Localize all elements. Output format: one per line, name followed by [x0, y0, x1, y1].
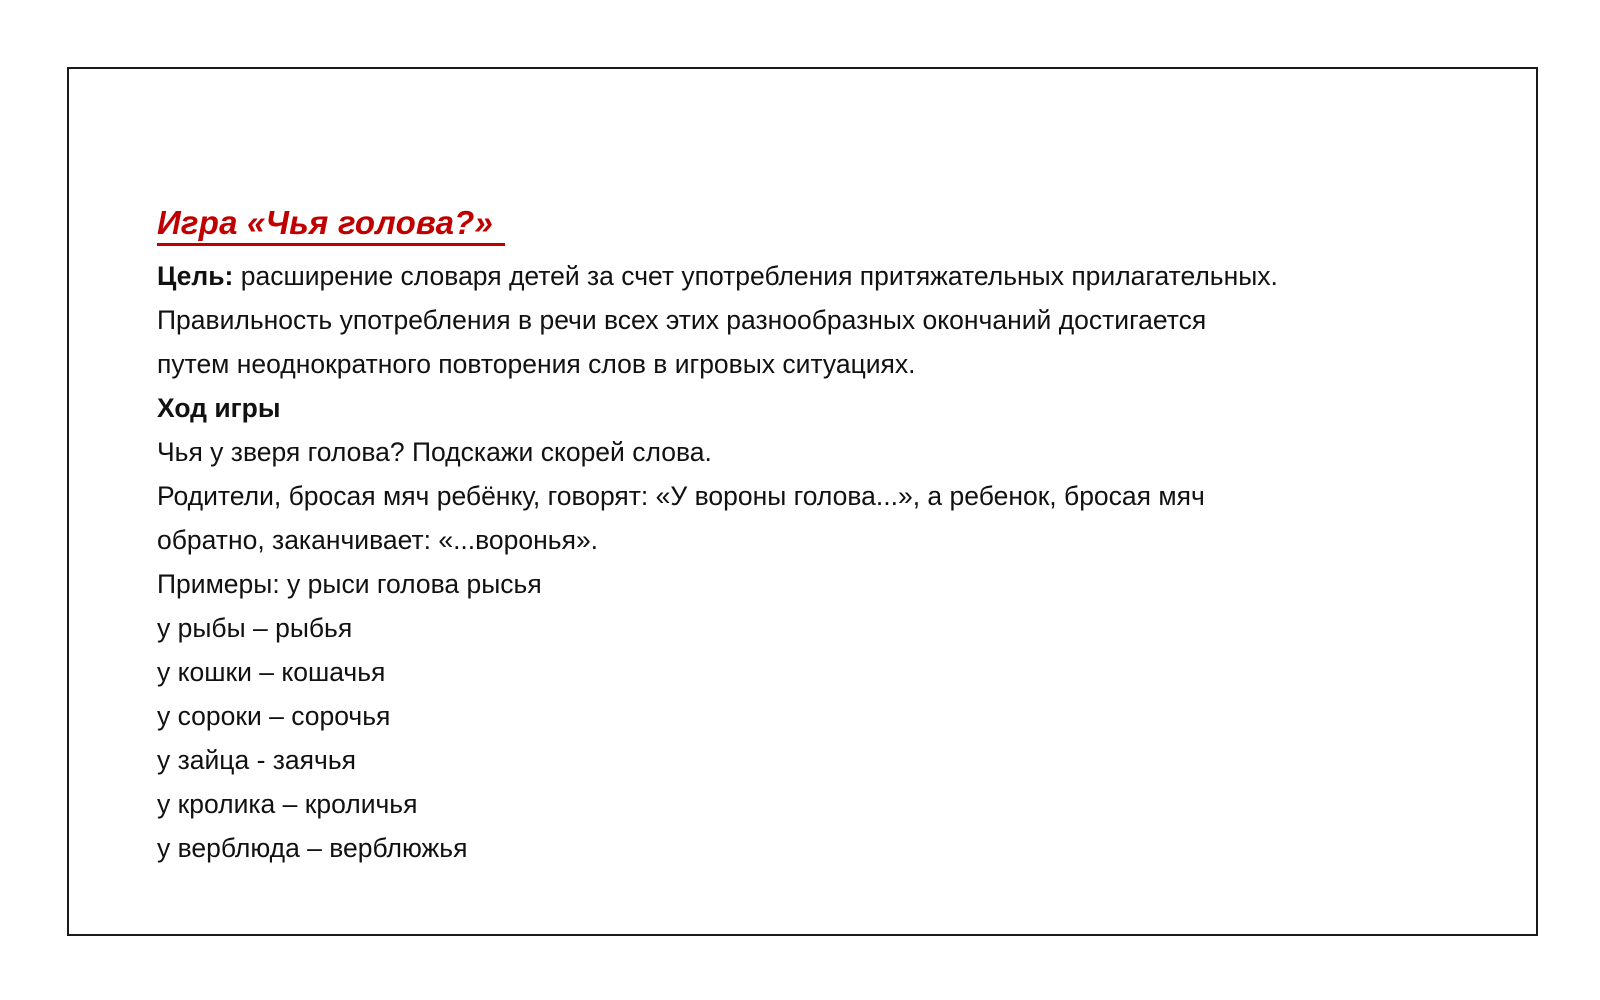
body-line-3: обратно, заканчивает: «...воронья». [157, 525, 599, 555]
goal-line [157, 254, 1497, 298]
paragraph-line-2: путем неоднократного повторения слов в игровых ситуациях. [157, 349, 916, 379]
goal-text: расширение словаря детей за счет употребления притяжательных прилагательных. [233, 261, 1278, 291]
goal-label: Цель: [157, 261, 234, 291]
example-item: у сороки – сорочья [157, 701, 391, 731]
example-item: у кошки – кошачья [157, 657, 386, 687]
example-item: у верблюда – верблюжья [157, 833, 468, 863]
body-line-1: Чья у зверя голова? Подскажи скорей слова. [157, 437, 712, 467]
body-line-4: Примеры: у рыси голова рысья [157, 569, 542, 599]
example-item: у кролика – кроличья [157, 789, 418, 819]
game-title: Игра «Чья голова?» [157, 203, 505, 246]
body-line-2: Родители, бросая мяч ребёнку, говорят: «У вороны голова...», а ребенок, бросая мяч [157, 481, 1205, 511]
section-heading: Ход игры [157, 393, 281, 423]
example-item: у зайца - заячья [157, 745, 356, 775]
document-content [157, 203, 1497, 870]
paragraph-line-1: Правильность употребления в речи всех этих разнообразных окончаний достигается [157, 305, 1207, 335]
example-item: у рыбы – рыбья [157, 613, 353, 643]
